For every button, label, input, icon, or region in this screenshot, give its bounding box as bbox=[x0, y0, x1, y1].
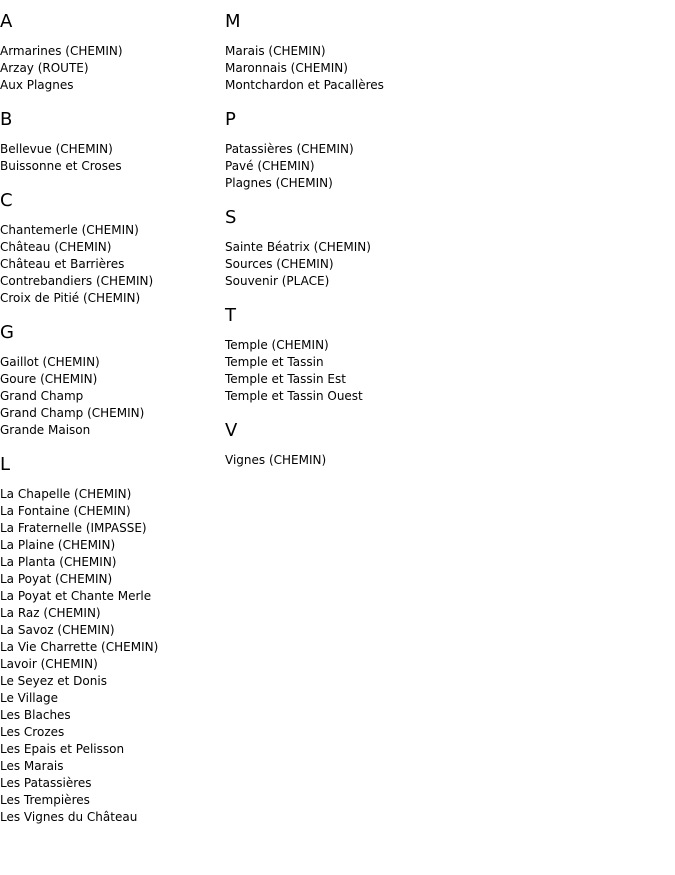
street-list bbox=[225, 43, 525, 94]
letter-heading: L bbox=[0, 454, 11, 475]
street-link[interactable]: La Fontaine (CHEMIN) bbox=[0, 504, 131, 518]
letter-group-p bbox=[225, 109, 525, 192]
street-link[interactable]: Maronnais (CHEMIN) bbox=[225, 61, 348, 75]
letter-group-s bbox=[225, 207, 525, 290]
street-item bbox=[0, 256, 224, 273]
street-link[interactable]: Temple et Tassin bbox=[225, 355, 324, 369]
street-item bbox=[0, 354, 224, 371]
street-item bbox=[0, 605, 224, 622]
street-list bbox=[225, 337, 525, 405]
street-link[interactable]: Grand Champ bbox=[0, 389, 84, 403]
street-item bbox=[0, 724, 224, 741]
letter-group-g bbox=[0, 322, 224, 439]
street-item bbox=[0, 571, 224, 588]
street-link[interactable]: Les Crozes bbox=[0, 725, 65, 739]
letter-heading: C bbox=[0, 190, 13, 211]
street-link[interactable]: Souvenir (PLACE) bbox=[225, 274, 330, 288]
street-link[interactable]: Sainte Béatrix (CHEMIN) bbox=[225, 240, 371, 254]
street-item bbox=[0, 503, 224, 520]
street-item bbox=[0, 371, 224, 388]
street-link[interactable]: Armarines (CHEMIN) bbox=[0, 44, 123, 58]
letter-heading: M bbox=[225, 11, 241, 32]
letter-group-a bbox=[0, 11, 224, 94]
street-item bbox=[225, 337, 525, 354]
street-item bbox=[225, 388, 525, 405]
street-link[interactable]: Les Blaches bbox=[0, 708, 71, 722]
letter-heading: T bbox=[225, 305, 236, 326]
street-link[interactable]: Gaillot (CHEMIN) bbox=[0, 355, 100, 369]
street-item bbox=[0, 673, 224, 690]
street-item bbox=[0, 290, 224, 307]
street-link[interactable]: La Chapelle (CHEMIN) bbox=[0, 487, 132, 501]
street-item bbox=[0, 707, 224, 724]
letter-heading: P bbox=[225, 109, 236, 130]
street-item bbox=[225, 141, 525, 158]
street-link[interactable]: Les Trempières bbox=[0, 793, 90, 807]
letter-group-c bbox=[0, 190, 224, 307]
street-link[interactable]: Les Vignes du Château bbox=[0, 810, 138, 824]
street-item bbox=[225, 452, 525, 469]
street-link[interactable]: Pavé (CHEMIN) bbox=[225, 159, 315, 173]
street-link[interactable]: Vignes (CHEMIN) bbox=[225, 453, 327, 467]
street-item bbox=[0, 656, 224, 673]
street-item bbox=[0, 486, 224, 503]
street-link[interactable]: La Raz (CHEMIN) bbox=[0, 606, 101, 620]
street-link[interactable]: La Planta (CHEMIN) bbox=[0, 555, 117, 569]
street-link[interactable]: Marais (CHEMIN) bbox=[225, 44, 326, 58]
street-item bbox=[0, 520, 224, 537]
street-item bbox=[225, 43, 525, 60]
street-list bbox=[225, 239, 525, 290]
street-link[interactable]: La Plaine (CHEMIN) bbox=[0, 538, 116, 552]
letter-heading: B bbox=[0, 109, 13, 130]
street-link[interactable]: La Poyat (CHEMIN) bbox=[0, 572, 113, 586]
letter-heading: V bbox=[225, 420, 238, 441]
street-link[interactable]: Temple (CHEMIN) bbox=[225, 338, 329, 352]
street-link[interactable]: Temple et Tassin Est bbox=[225, 372, 346, 386]
street-index-column-left bbox=[0, 0, 224, 841]
street-item bbox=[225, 239, 525, 256]
street-item bbox=[0, 690, 224, 707]
street-link[interactable]: Buissonne et Croses bbox=[0, 159, 122, 173]
street-index-column-right bbox=[225, 0, 525, 484]
letter-group-v bbox=[225, 420, 525, 469]
street-item bbox=[0, 758, 224, 775]
letter-heading: G bbox=[0, 322, 14, 343]
street-link[interactable]: Grand Champ (CHEMIN) bbox=[0, 406, 145, 420]
street-link[interactable]: Aux Plagnes bbox=[0, 78, 74, 92]
street-link[interactable]: Sources (CHEMIN) bbox=[225, 257, 334, 271]
street-item bbox=[0, 622, 224, 639]
street-link[interactable]: La Poyat et Chante Merle bbox=[0, 589, 152, 603]
street-link[interactable]: Croix de Pitié (CHEMIN) bbox=[0, 291, 141, 305]
street-link[interactable]: Le Village bbox=[0, 691, 58, 705]
street-item bbox=[0, 741, 224, 758]
street-link[interactable]: Lavoir (CHEMIN) bbox=[0, 657, 98, 671]
street-list bbox=[0, 43, 224, 94]
street-item bbox=[0, 537, 224, 554]
letter-group-m bbox=[225, 11, 525, 94]
street-item bbox=[0, 77, 224, 94]
street-link[interactable]: Les Patassières bbox=[0, 776, 92, 790]
street-item bbox=[225, 60, 525, 77]
street-item bbox=[225, 256, 525, 273]
street-list bbox=[225, 452, 525, 469]
street-link[interactable]: Patassières (CHEMIN) bbox=[225, 142, 354, 156]
letter-group-l bbox=[0, 454, 224, 826]
street-item bbox=[225, 371, 525, 388]
street-item bbox=[0, 554, 224, 571]
street-link[interactable]: Château et Barrières bbox=[0, 257, 125, 271]
street-item bbox=[0, 405, 224, 422]
street-list bbox=[0, 141, 224, 175]
street-link[interactable]: Plagnes (CHEMIN) bbox=[225, 176, 333, 190]
street-link[interactable]: Contrebandiers (CHEMIN) bbox=[0, 274, 154, 288]
street-link[interactable]: Les Epais et Pelisson bbox=[0, 742, 125, 756]
street-list bbox=[0, 222, 224, 307]
street-link[interactable]: Château (CHEMIN) bbox=[0, 240, 112, 254]
street-item bbox=[0, 588, 224, 605]
street-link[interactable]: Chantemerle (CHEMIN) bbox=[0, 223, 139, 237]
street-item bbox=[225, 273, 525, 290]
letter-group-t bbox=[225, 305, 525, 405]
letter-heading: S bbox=[225, 207, 237, 228]
street-link[interactable]: La Savoz (CHEMIN) bbox=[0, 623, 115, 637]
street-link[interactable]: La Vie Charrette (CHEMIN) bbox=[0, 640, 159, 654]
street-link[interactable]: Goure (CHEMIN) bbox=[0, 372, 98, 386]
street-item bbox=[0, 141, 224, 158]
street-item bbox=[0, 639, 224, 656]
street-link[interactable]: La Fraternelle (IMPASSE) bbox=[0, 521, 147, 535]
street-item bbox=[225, 158, 525, 175]
street-list bbox=[0, 486, 224, 826]
street-item bbox=[0, 775, 224, 792]
letter-heading: A bbox=[0, 11, 13, 32]
street-list bbox=[225, 141, 525, 192]
street-item bbox=[0, 60, 224, 77]
letter-group-b bbox=[0, 109, 224, 175]
street-link[interactable]: Temple et Tassin Ouest bbox=[225, 389, 363, 403]
street-list bbox=[0, 354, 224, 439]
street-link[interactable]: Bellevue (CHEMIN) bbox=[0, 142, 113, 156]
street-item bbox=[0, 792, 224, 809]
street-item bbox=[0, 809, 224, 826]
street-item bbox=[225, 175, 525, 192]
street-link[interactable]: Le Seyez et Donis bbox=[0, 674, 107, 688]
street-item bbox=[0, 239, 224, 256]
street-item bbox=[0, 222, 224, 239]
street-link[interactable]: Grande Maison bbox=[0, 423, 91, 437]
street-link[interactable]: Les Marais bbox=[0, 759, 64, 773]
street-item bbox=[0, 158, 224, 175]
street-item bbox=[225, 77, 525, 94]
street-item bbox=[0, 273, 224, 290]
street-item bbox=[225, 354, 525, 371]
street-item bbox=[0, 43, 224, 60]
street-item bbox=[0, 388, 224, 405]
street-item bbox=[0, 422, 224, 439]
street-link[interactable]: Arzay (ROUTE) bbox=[0, 61, 89, 75]
street-link[interactable]: Montchardon et Pacallères bbox=[225, 78, 384, 92]
